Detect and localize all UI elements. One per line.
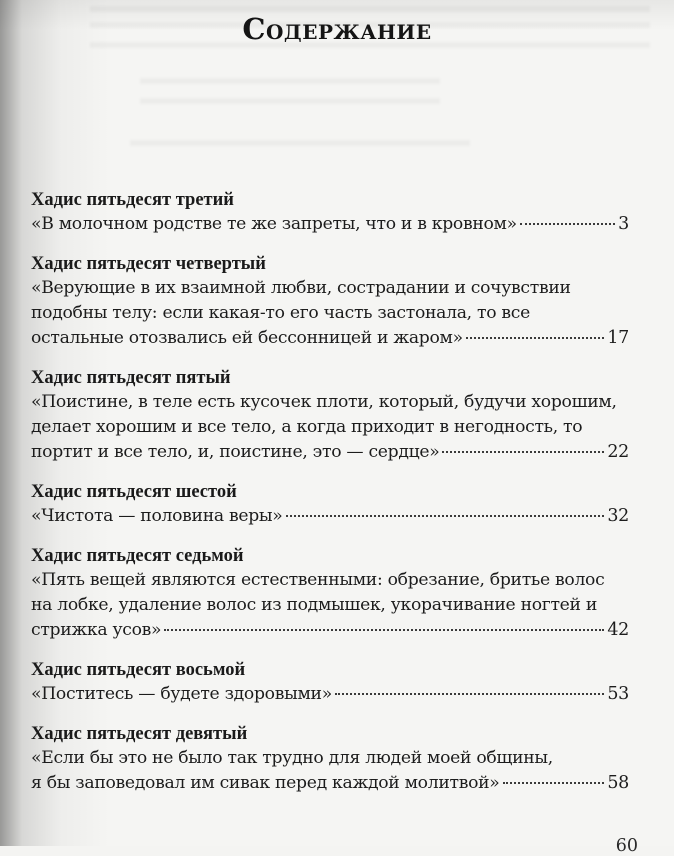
toc-entry-last-line — [31, 682, 629, 707]
dot-leader — [520, 223, 615, 225]
toc-entry-text: на лобке, удаление волос из подмышек, укорачивание ногтей и — [31, 595, 598, 615]
toc-entry-page-number: 32 — [607, 506, 629, 526]
toc-entry-last-line — [31, 618, 629, 643]
toc-entry-heading: Хадис пятьдесят седьмой — [31, 546, 244, 566]
toc-entry-heading: Хадис пятьдесят пятый — [31, 368, 231, 388]
toc-entry-text: «Чистота — половина веры» — [31, 506, 283, 526]
dot-leader — [164, 629, 604, 631]
toc-entry-text: делает хорошим и все тело, а когда приходит в негодность, то — [31, 417, 583, 437]
dot-leader — [286, 515, 605, 517]
toc-entry-text: «Поистине, в теле есть кусочек плоти, который, будучи хорошим, — [31, 392, 617, 412]
toc-entry — [31, 544, 629, 643]
bleed-through-line — [130, 140, 470, 146]
toc-entry-page-number: 3 — [618, 214, 629, 234]
toc-entry-text: подобны телу: если какая-то его часть застонала, то все — [31, 303, 530, 323]
toc-entry-last-line — [31, 771, 629, 796]
toc-entry-heading: Хадис пятьдесят четвертый — [31, 254, 266, 274]
dot-leader — [335, 693, 604, 695]
toc-entry — [31, 722, 629, 796]
table-of-contents — [31, 188, 629, 811]
dot-leader — [503, 782, 605, 784]
toc-entry — [31, 480, 629, 529]
toc-entry-heading: Хадис пятьдесят третий — [31, 190, 234, 210]
page-title: Содержание — [242, 12, 432, 46]
toc-entry-page-number: 42 — [607, 620, 629, 640]
dot-leader — [466, 337, 604, 339]
toc-entry-text: «В молочном родстве те же запреты, что и в кровном» — [31, 214, 517, 234]
toc-entry-text: «Пять вещей являются естественными: обрезание, бритье волос — [31, 570, 605, 590]
toc-entry-page-number: 58 — [607, 773, 629, 793]
cut-off-page-number: 60 — [615, 836, 638, 856]
toc-entry-heading: Хадис пятьдесят девятый — [31, 724, 248, 744]
toc-entry-text: портит и все тело, и, поистине, это — сердце» — [31, 442, 440, 462]
toc-entry-text: остальные отозвались ей бессонницей и жаром» — [31, 328, 463, 348]
toc-entry-page-number: 22 — [607, 442, 629, 462]
dot-leader — [442, 451, 604, 453]
bleed-through-line — [140, 78, 440, 84]
toc-entry — [31, 252, 629, 351]
toc-entry-heading: Хадис пятьдесят шестой — [31, 482, 237, 502]
bleed-through-line — [140, 98, 440, 104]
toc-entry — [31, 658, 629, 707]
toc-entry-heading: Хадис пятьдесят восьмой — [31, 660, 246, 680]
toc-entry-last-line — [31, 440, 629, 465]
toc-entry-text: «Если бы это не было так трудно для людей моей общины, — [31, 748, 553, 768]
toc-entry — [31, 188, 629, 237]
toc-entry-page-number: 17 — [607, 328, 629, 348]
toc-entry-text: «Верующие в их взаимной любви, сострадании и сочувствии — [31, 278, 571, 298]
toc-entry-page-number: 53 — [607, 684, 629, 704]
toc-entry-text: «Поститесь — будете здоровыми» — [31, 684, 332, 704]
toc-entry-last-line — [31, 504, 629, 529]
toc-entry-text: стрижка усов» — [31, 620, 162, 640]
toc-entry-last-line — [31, 212, 629, 237]
toc-entry-text: я бы заповедовал им сивак перед каждой молитвой» — [31, 773, 500, 793]
toc-entry — [31, 366, 629, 465]
toc-entry-last-line — [31, 326, 629, 351]
